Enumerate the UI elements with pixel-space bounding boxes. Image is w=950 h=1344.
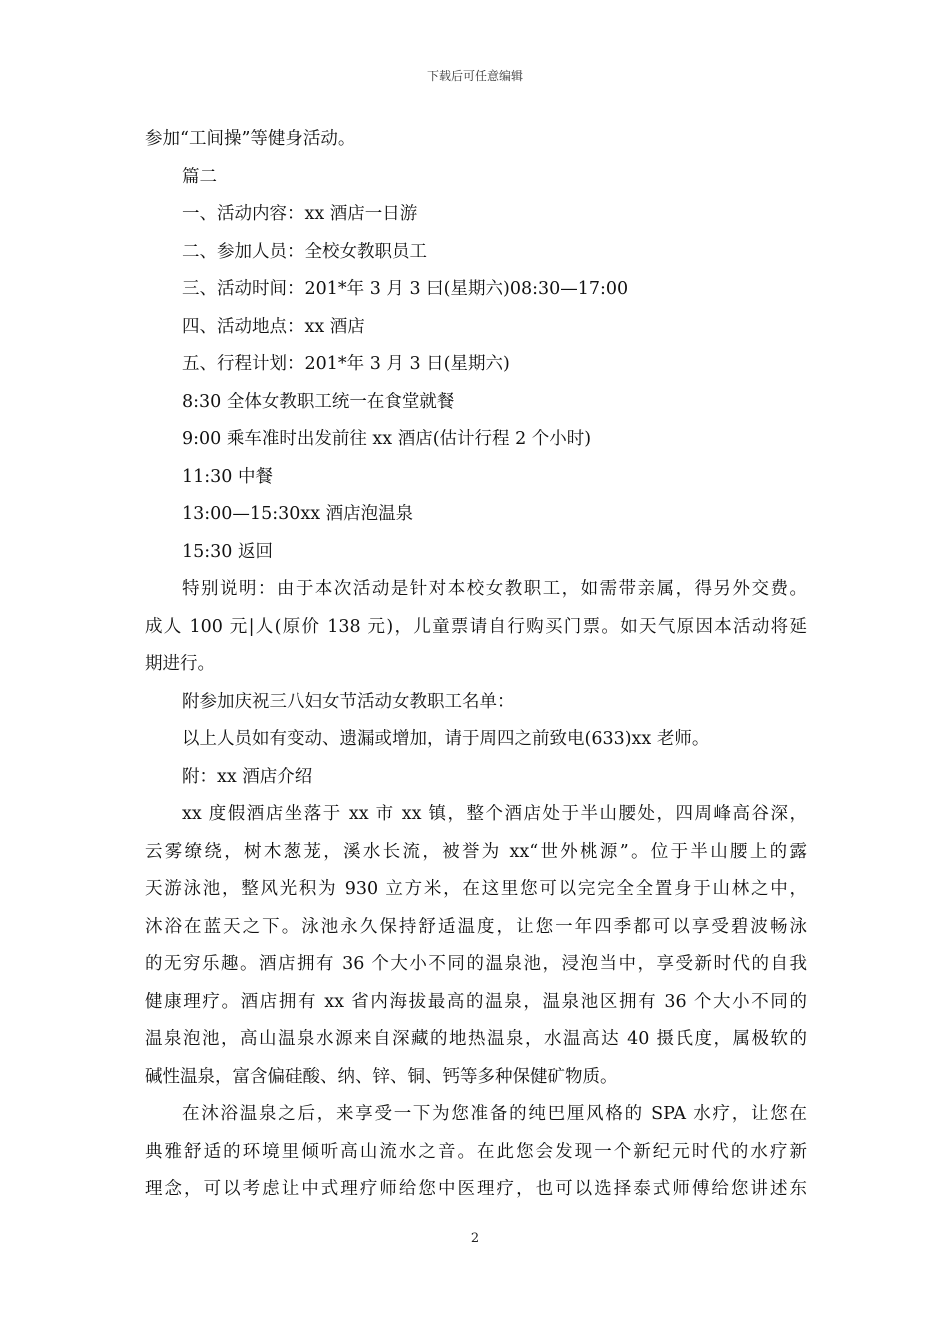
text-line: 参加“工间操”等健身活动。 (145, 129, 356, 149)
page-number: 2 (470, 1231, 480, 1246)
text-line: 附：xx 酒店介绍 (182, 766, 313, 787)
text-line: 期进行。 (145, 654, 215, 674)
text-line: 典雅舒适的环境里倾听高山流水之音。在此您会发现一个新纪元时代的水疗新 (145, 1141, 807, 1162)
page-header: 下载后可任意编辑 (426, 69, 523, 83)
text-line: xx 度假酒店坐落于 xx 市 xx 镇，整个酒店处于半山腰处，四周峰高谷深， (182, 804, 807, 824)
text-line: 一、活动内容：xx 酒店一日游 (182, 204, 418, 224)
text-line: 附参加庆祝三八妇女节活动女教职工名单： (182, 691, 515, 712)
text-line: 温泉泡池，高山温泉水源来自深藏的地热温泉，水温高达 40 摄氏度，属极软的 (145, 1029, 807, 1049)
text-line: 特别说明：由于本次活动是针对本校女教职工，如需带亲属，得另外交费。 (182, 579, 807, 599)
schedule-item: 15:30 返回 (182, 541, 273, 562)
text-line: 三、活动时间：201*年 3 月 3 曰(星期六)08:30—17:00 (182, 279, 629, 299)
text-line: 的无穷乐趣。酒店拥有 36 个大小不同的温泉池，浸泡当中，享受新时代的自我 (145, 954, 807, 974)
text-line: 四、活动地点：xx 酒店 (182, 316, 365, 337)
text-line: 沐浴在蓝天之下。泳池永久保持舒适温度，让您一年四季都可以享受碧波畅泳 (145, 916, 807, 937)
text-line: 成人 100 元|人(原价 138 元)，儿童票请自行购买门票。如天气原因本活动将延 (145, 616, 807, 637)
text-line: 二、参加人员：全校女教职员工 (182, 241, 427, 262)
text-line: 天游泳池，整风光积为 930 立方米，在这里您可以完完全全置身于山林之中， (145, 879, 807, 899)
text-line: 在沐浴温泉之后，来享受一下为您准备的纯巴厘风格的 SPA 水疗，让您在 (182, 1104, 807, 1124)
schedule-item: 8:30 全体女教职工统一在食堂就餐 (182, 391, 455, 412)
text-line: 碱性温泉，富含偏硅酸、纳、锌、铜、钙等多种保健矿物质。 (145, 1066, 618, 1087)
schedule-item: 11:30 中餐 (182, 466, 273, 487)
schedule-item: 9:00 乘车准时出发前往 xx 酒店(估计行程 2 个小时) (182, 429, 592, 449)
document-body (145, 121, 807, 1209)
text-line: 健康理疗。酒店拥有 xx 省内海拔最高的温泉，温泉池区拥有 36 个大小不同的 (145, 991, 807, 1012)
text-line: 理念，可以考虑让中式理疗师给您中医理疗，也可以选择泰式师傅给您讲述东 (145, 1179, 807, 1199)
text-line: 五、行程计划：201*年 3 月 3 日(星期六) (182, 354, 510, 374)
section-heading: 篇二 (182, 166, 217, 187)
text-line: 云雾缭绕，树木葱茏，溪水长流，被誉为 xx“世外桃源”。位于半山腰上的露 (145, 841, 807, 862)
schedule-item: 13:00—15:30xx 酒店泡温泉 (182, 504, 414, 524)
text-line: 以上人员如有变动、遗漏或增加，请于周四之前致电(633)xx 老师。 (182, 729, 710, 749)
